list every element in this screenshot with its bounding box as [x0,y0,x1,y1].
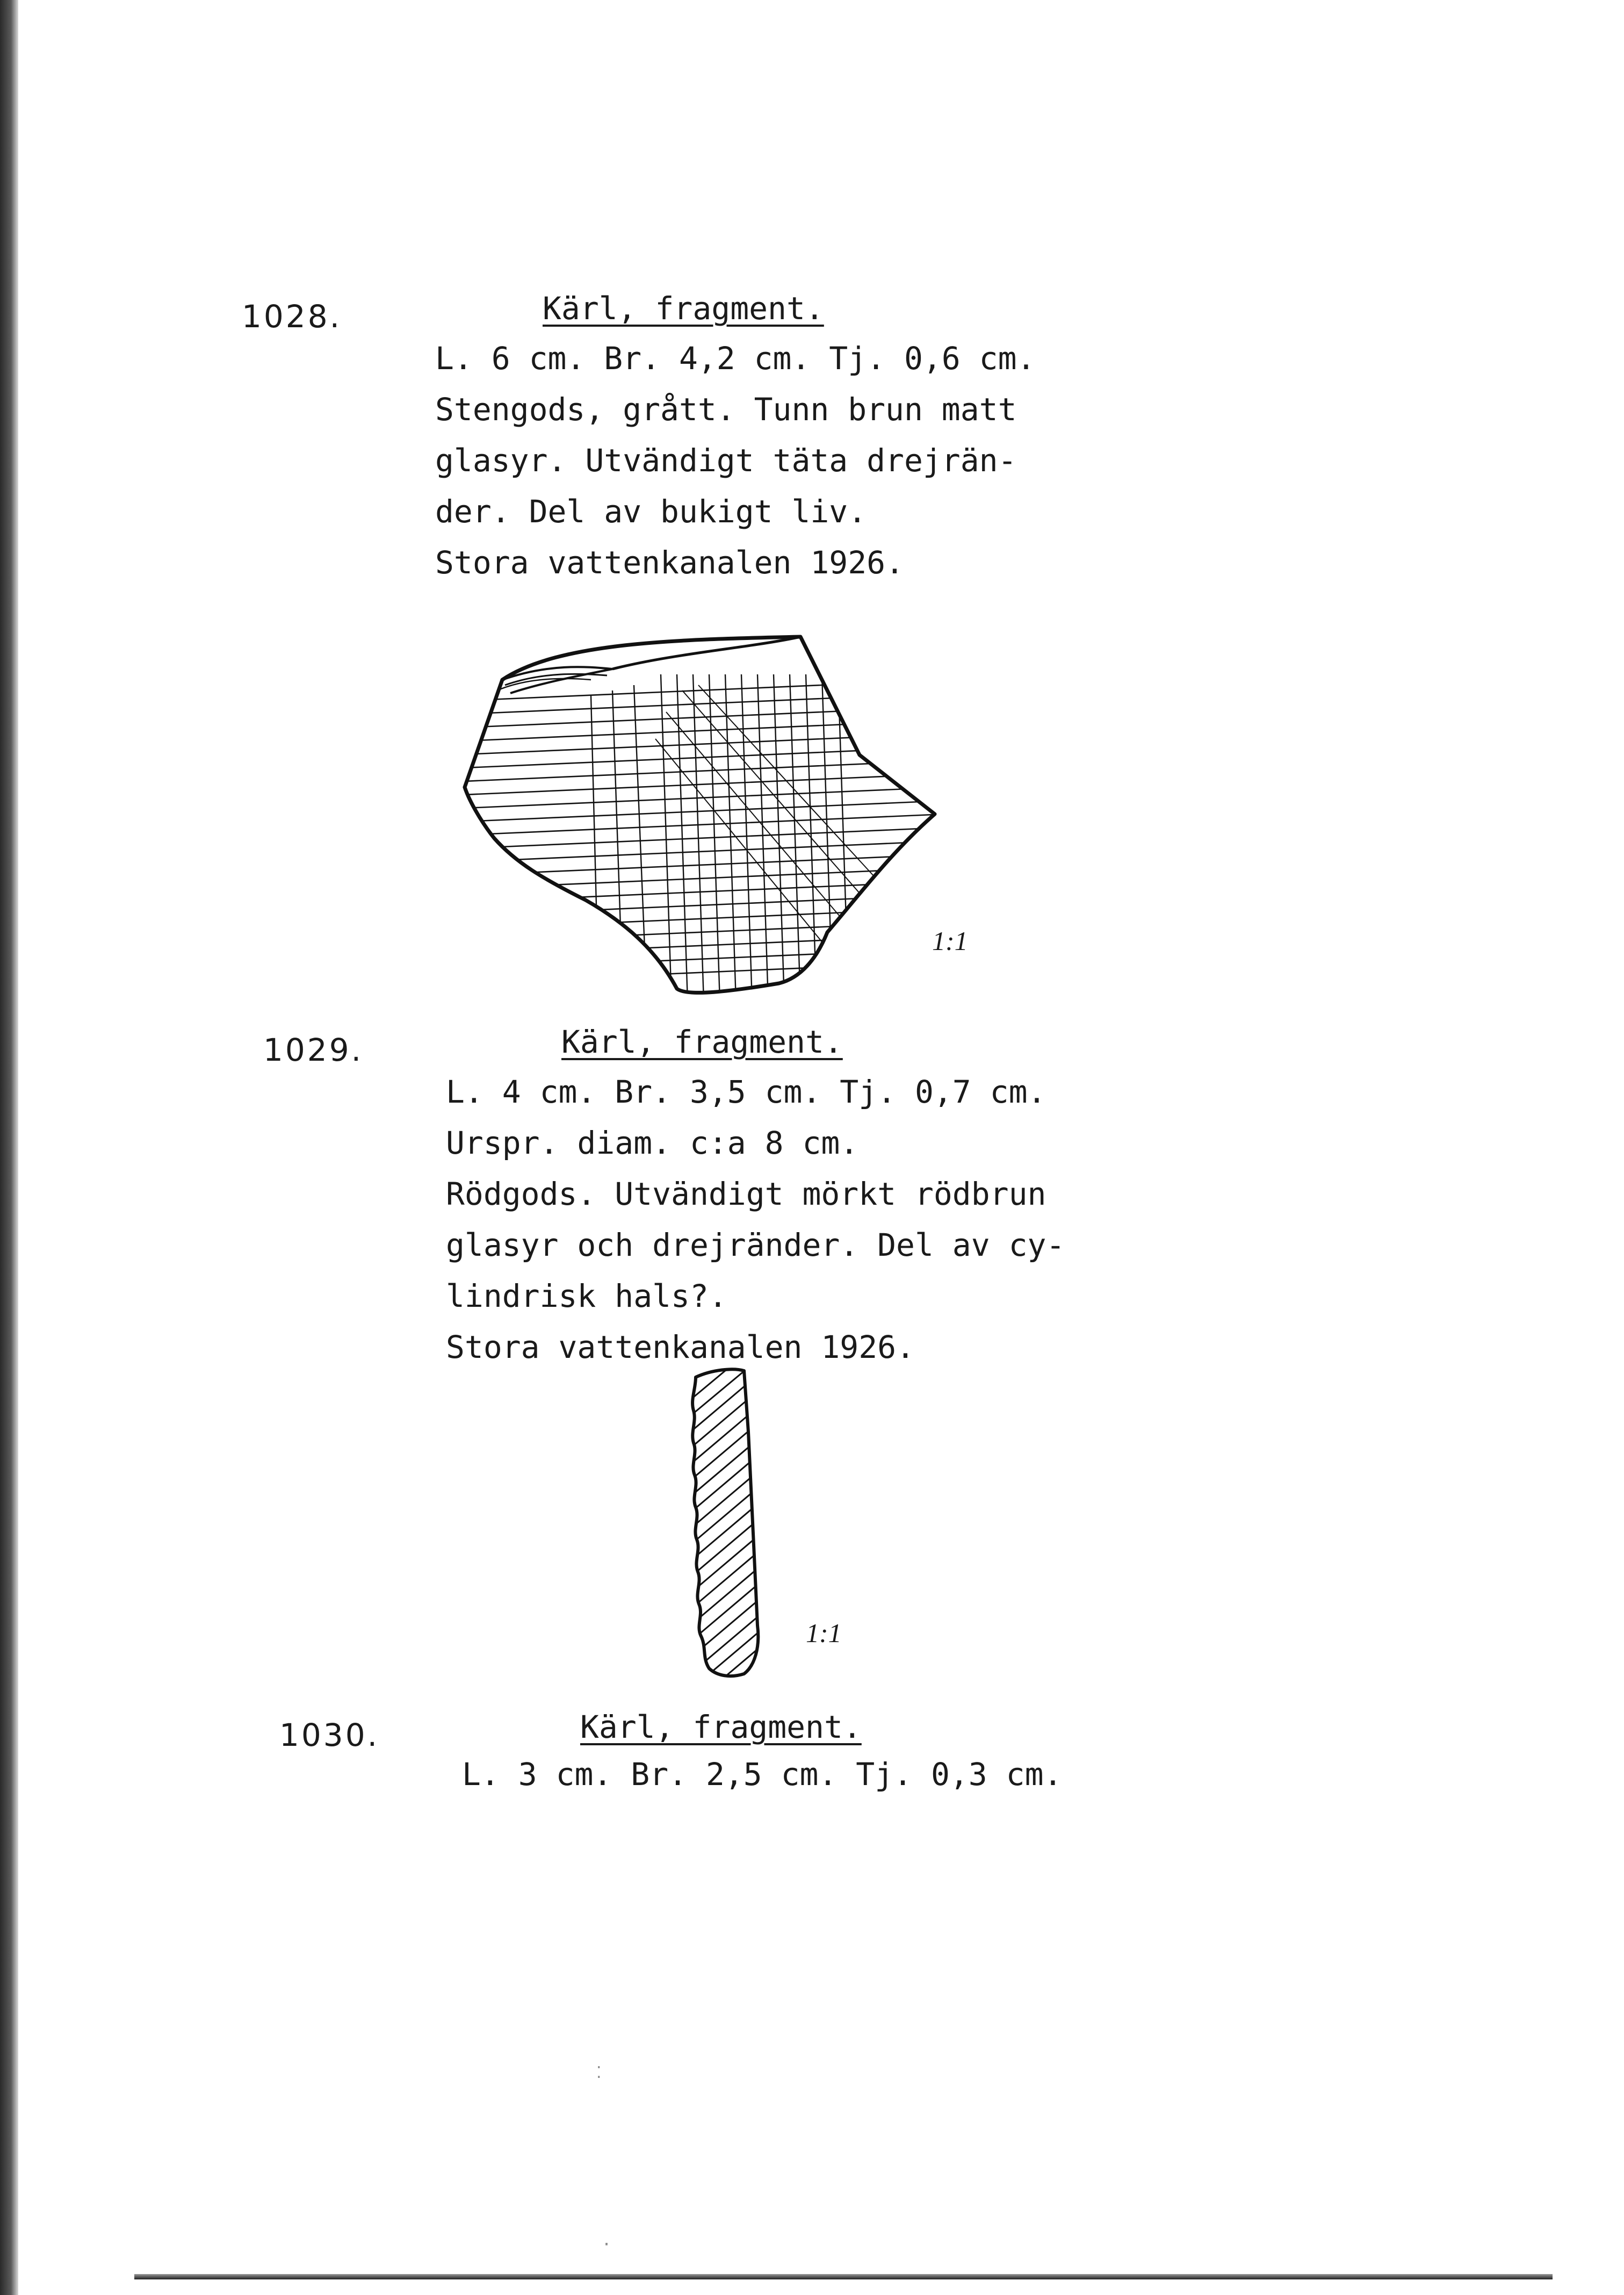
scale-mark-1028: 1:1 [932,926,968,956]
entry-title-1028: Kärl, fragment. [543,290,824,327]
entry-description-1030: L. 3 cm. Br. 2,5 cm. Tj. 0,3 cm. [462,1756,1063,1793]
paper-speck: ⁚ [596,2063,602,2082]
sherd-drawing-1028 [451,626,945,1002]
paper-speck: · [602,2235,612,2254]
entry-title-1030: Kärl, fragment. [580,1709,862,1745]
sherd-profile-drawing-1029 [690,1368,774,1679]
entry-title-1029: Kärl, fragment. [561,1024,843,1060]
page-bottom-edge [134,2274,1553,2279]
entry-description-1029: L. 4 cm. Br. 3,5 cm. Tj. 0,7 cm. Urspr. diam. c:a 8 cm. Rödgods. Utvändigt mörkt rödbrun glasyr och drejränder. Del av cy- lindrisk hals?. Stora vattenkanalen 1926. [446,1074,1065,1365]
entry-description-1028: L. 6 cm. Br. 4,2 cm. Tj. 0,6 cm. Stengods, grått. Tunn brun matt glasyr. Utvändigt täta drejrän- der. Del av bukigt liv. Stora vattenkanalen 1926. [435,340,1036,581]
entry-number-1029: 1029. [263,1032,364,1068]
scale-mark-1029: 1:1 [806,1618,842,1648]
binding-spine [0,0,18,2295]
entry-number-1028: 1028. [242,298,342,335]
entry-number-1030: 1030. [279,1717,380,1753]
